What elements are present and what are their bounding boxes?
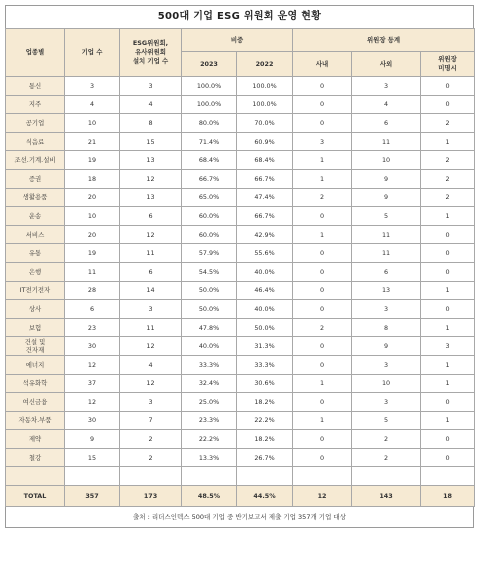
esg-cell: 2 xyxy=(120,448,182,467)
ratio-2022-cell: 60.9% xyxy=(237,132,293,151)
external-cell: 9 xyxy=(352,188,421,207)
industry-cell: 운송 xyxy=(6,207,65,226)
companies-cell: 20 xyxy=(65,188,120,207)
internal-cell: 0 xyxy=(293,114,352,133)
table-row xyxy=(6,132,475,151)
industry-cell: 유통 xyxy=(6,244,65,263)
table-row xyxy=(6,448,475,467)
ratio-2023-cell: 60.0% xyxy=(182,207,237,226)
ratio-2023-cell: 47.8% xyxy=(182,318,237,337)
companies-cell: 12 xyxy=(65,393,120,412)
ratio-2023-cell: 40.0% xyxy=(182,337,237,356)
internal-cell: 0 xyxy=(293,244,352,263)
esg-cell: 8 xyxy=(120,114,182,133)
ratio-2023-cell: 71.4% xyxy=(182,132,237,151)
ratio-2022-cell: 22.2% xyxy=(237,411,293,430)
ratio-2022-cell: 66.7% xyxy=(237,207,293,226)
undisclosed-cell: 1 xyxy=(421,374,475,393)
header-chair: 위원장 등계 xyxy=(293,29,475,52)
total-ratio-2022: 44.5% xyxy=(237,486,293,507)
external-cell: 6 xyxy=(352,114,421,133)
internal-cell: 1 xyxy=(293,225,352,244)
industry-cell: 지주 xyxy=(6,95,65,114)
external-cell: 11 xyxy=(352,244,421,263)
blank-cell xyxy=(237,467,293,486)
header-ratio: 비중 xyxy=(182,29,293,52)
table-row xyxy=(6,188,475,207)
internal-cell: 1 xyxy=(293,169,352,188)
table-row xyxy=(6,337,475,356)
total-external: 143 xyxy=(352,486,421,507)
companies-cell: 10 xyxy=(65,114,120,133)
esg-cell: 12 xyxy=(120,337,182,356)
blank-cell xyxy=(421,467,475,486)
internal-cell: 0 xyxy=(293,77,352,96)
header-chair-external: 사외 xyxy=(352,52,421,77)
undisclosed-cell: 0 xyxy=(421,430,475,449)
ratio-2022-cell: 18.2% xyxy=(237,430,293,449)
undisclosed-cell: 0 xyxy=(421,95,475,114)
companies-cell: 19 xyxy=(65,244,120,263)
total-internal: 12 xyxy=(293,486,352,507)
undisclosed-cell: 0 xyxy=(421,393,475,412)
external-cell: 10 xyxy=(352,374,421,393)
esg-cell: 4 xyxy=(120,355,182,374)
ratio-2023-cell: 68.4% xyxy=(182,151,237,170)
industry-cell: 철강 xyxy=(6,448,65,467)
esg-cell: 14 xyxy=(120,281,182,300)
ratio-2022-cell: 30.6% xyxy=(237,374,293,393)
external-cell: 9 xyxy=(352,169,421,188)
blank-cell xyxy=(182,467,237,486)
ratio-2023-cell: 50.0% xyxy=(182,281,237,300)
companies-cell: 18 xyxy=(65,169,120,188)
companies-cell: 23 xyxy=(65,318,120,337)
internal-cell: 0 xyxy=(293,262,352,281)
external-cell: 9 xyxy=(352,337,421,356)
header-ratio-2022: 2022 xyxy=(237,52,293,77)
table-row xyxy=(6,95,475,114)
undisclosed-cell: 2 xyxy=(421,151,475,170)
internal-cell: 0 xyxy=(293,355,352,374)
undisclosed-cell: 1 xyxy=(421,318,475,337)
header-chair-internal: 사내 xyxy=(293,52,352,77)
external-cell: 13 xyxy=(352,281,421,300)
ratio-2022-cell: 100.0% xyxy=(237,77,293,96)
ratio-2023-cell: 33.3% xyxy=(182,355,237,374)
ratio-2022-cell: 46.4% xyxy=(237,281,293,300)
companies-cell: 12 xyxy=(65,355,120,374)
table-row-blank xyxy=(6,467,475,486)
ratio-2022-cell: 68.4% xyxy=(237,151,293,170)
internal-cell: 0 xyxy=(293,448,352,467)
ratio-2023-cell: 100.0% xyxy=(182,95,237,114)
internal-cell: 3 xyxy=(293,132,352,151)
external-cell: 6 xyxy=(352,262,421,281)
header-chair-undisclosed: 위원장 미명시 xyxy=(421,52,475,77)
blank-cell xyxy=(352,467,421,486)
ratio-2023-cell: 13.3% xyxy=(182,448,237,467)
ratio-2022-cell: 100.0% xyxy=(237,95,293,114)
industry-cell: 조선.기계.설비 xyxy=(6,151,65,170)
undisclosed-cell: 2 xyxy=(421,169,475,188)
table-row xyxy=(6,393,475,412)
ratio-2023-cell: 25.0% xyxy=(182,393,237,412)
external-cell: 5 xyxy=(352,207,421,226)
external-cell: 11 xyxy=(352,132,421,151)
esg-committee-table xyxy=(5,28,475,507)
ratio-2022-cell: 42.9% xyxy=(237,225,293,244)
ratio-2022-cell: 55.6% xyxy=(237,244,293,263)
ratio-2023-cell: 100.0% xyxy=(182,77,237,96)
source-note: 출처 : 리더스인덱스 500대 기업 중 반기보고서 제출 기업 357개 기업 대상 xyxy=(5,507,474,528)
table-body xyxy=(6,77,475,507)
esg-cell: 12 xyxy=(120,225,182,244)
table-row xyxy=(6,411,475,430)
industry-cell: IT전기전자 xyxy=(6,281,65,300)
esg-cell: 11 xyxy=(120,318,182,337)
table-row xyxy=(6,169,475,188)
ratio-2022-cell: 31.3% xyxy=(237,337,293,356)
table-row xyxy=(6,355,475,374)
esg-cell: 4 xyxy=(120,95,182,114)
ratio-2023-cell: 66.7% xyxy=(182,169,237,188)
external-cell: 2 xyxy=(352,448,421,467)
industry-cell: 여신금융 xyxy=(6,393,65,412)
table-row-total xyxy=(6,486,475,507)
total-companies: 357 xyxy=(65,486,120,507)
external-cell: 2 xyxy=(352,430,421,449)
internal-cell: 0 xyxy=(293,300,352,319)
internal-cell: 2 xyxy=(293,318,352,337)
total-esg: 173 xyxy=(120,486,182,507)
ratio-2023-cell: 65.0% xyxy=(182,188,237,207)
table-row xyxy=(6,77,475,96)
table-row xyxy=(6,262,475,281)
ratio-2022-cell: 70.0% xyxy=(237,114,293,133)
companies-cell: 37 xyxy=(65,374,120,393)
industry-cell: 석유화학 xyxy=(6,374,65,393)
internal-cell: 1 xyxy=(293,411,352,430)
ratio-2022-cell: 50.0% xyxy=(237,318,293,337)
esg-cell: 7 xyxy=(120,411,182,430)
internal-cell: 0 xyxy=(293,207,352,226)
table-row xyxy=(6,151,475,170)
companies-cell: 11 xyxy=(65,262,120,281)
external-cell: 3 xyxy=(352,393,421,412)
industry-cell: 건설 및 건자재 xyxy=(6,337,65,356)
undisclosed-cell: 0 xyxy=(421,225,475,244)
esg-cell: 3 xyxy=(120,77,182,96)
external-cell: 3 xyxy=(352,355,421,374)
companies-cell: 6 xyxy=(65,300,120,319)
table-row xyxy=(6,430,475,449)
table-row xyxy=(6,225,475,244)
undisclosed-cell: 3 xyxy=(421,337,475,356)
table-row xyxy=(6,114,475,133)
esg-cell: 13 xyxy=(120,188,182,207)
industry-cell: 증권 xyxy=(6,169,65,188)
companies-cell: 10 xyxy=(65,207,120,226)
external-cell: 3 xyxy=(352,77,421,96)
undisclosed-cell: 0 xyxy=(421,300,475,319)
esg-cell: 15 xyxy=(120,132,182,151)
undisclosed-cell: 0 xyxy=(421,244,475,263)
internal-cell: 0 xyxy=(293,393,352,412)
internal-cell: 1 xyxy=(293,151,352,170)
internal-cell: 2 xyxy=(293,188,352,207)
industry-cell: 생활용품 xyxy=(6,188,65,207)
external-cell: 4 xyxy=(352,95,421,114)
header-industry: 업종별 xyxy=(6,29,65,77)
undisclosed-cell: 1 xyxy=(421,411,475,430)
industry-cell: 공기업 xyxy=(6,114,65,133)
esg-cell: 6 xyxy=(120,262,182,281)
esg-committee-report xyxy=(5,5,474,528)
industry-cell: 보험 xyxy=(6,318,65,337)
table-row xyxy=(6,318,475,337)
companies-cell: 19 xyxy=(65,151,120,170)
companies-cell: 21 xyxy=(65,132,120,151)
external-cell: 10 xyxy=(352,151,421,170)
companies-cell: 4 xyxy=(65,95,120,114)
ratio-2022-cell: 40.0% xyxy=(237,300,293,319)
header-ratio-2023: 2023 xyxy=(182,52,237,77)
esg-cell: 12 xyxy=(120,374,182,393)
internal-cell: 0 xyxy=(293,281,352,300)
industry-cell: 서비스 xyxy=(6,225,65,244)
ratio-2022-cell: 33.3% xyxy=(237,355,293,374)
total-label: TOTAL xyxy=(6,486,65,507)
undisclosed-cell: 1 xyxy=(421,355,475,374)
esg-cell: 3 xyxy=(120,393,182,412)
industry-cell: 상사 xyxy=(6,300,65,319)
undisclosed-cell: 2 xyxy=(421,114,475,133)
ratio-2022-cell: 26.7% xyxy=(237,448,293,467)
undisclosed-cell: 0 xyxy=(421,77,475,96)
table-row xyxy=(6,244,475,263)
ratio-2022-cell: 66.7% xyxy=(237,169,293,188)
companies-cell: 30 xyxy=(65,411,120,430)
esg-cell: 13 xyxy=(120,151,182,170)
internal-cell: 0 xyxy=(293,337,352,356)
ratio-2023-cell: 22.2% xyxy=(182,430,237,449)
industry-cell: 식음료 xyxy=(6,132,65,151)
table-row xyxy=(6,300,475,319)
undisclosed-cell: 1 xyxy=(421,281,475,300)
industry-cell: 에너지 xyxy=(6,355,65,374)
industry-cell: 자동차.부품 xyxy=(6,411,65,430)
undisclosed-cell: 0 xyxy=(421,262,475,281)
external-cell: 11 xyxy=(352,225,421,244)
esg-cell: 6 xyxy=(120,207,182,226)
blank-cell xyxy=(293,467,352,486)
undisclosed-cell: 1 xyxy=(421,207,475,226)
companies-cell: 20 xyxy=(65,225,120,244)
industry-cell: 제약 xyxy=(6,430,65,449)
ratio-2022-cell: 47.4% xyxy=(237,188,293,207)
report-title: 500대 기업 ESG 위원회 운영 현황 xyxy=(5,5,474,28)
total-ratio-2023: 48.5% xyxy=(182,486,237,507)
industry-cell: 통신 xyxy=(6,77,65,96)
companies-cell: 15 xyxy=(65,448,120,467)
internal-cell: 1 xyxy=(293,374,352,393)
total-undisclosed: 18 xyxy=(421,486,475,507)
table-row xyxy=(6,281,475,300)
undisclosed-cell: 2 xyxy=(421,188,475,207)
external-cell: 3 xyxy=(352,300,421,319)
industry-cell: 은행 xyxy=(6,262,65,281)
ratio-2023-cell: 80.0% xyxy=(182,114,237,133)
companies-cell: 30 xyxy=(65,337,120,356)
undisclosed-cell: 0 xyxy=(421,448,475,467)
ratio-2022-cell: 40.0% xyxy=(237,262,293,281)
table-row xyxy=(6,374,475,393)
external-cell: 8 xyxy=(352,318,421,337)
ratio-2023-cell: 50.0% xyxy=(182,300,237,319)
ratio-2023-cell: 57.9% xyxy=(182,244,237,263)
table-row xyxy=(6,207,475,226)
esg-cell: 12 xyxy=(120,169,182,188)
companies-cell: 28 xyxy=(65,281,120,300)
ratio-2023-cell: 60.0% xyxy=(182,225,237,244)
internal-cell: 0 xyxy=(293,95,352,114)
esg-cell: 11 xyxy=(120,244,182,263)
undisclosed-cell: 1 xyxy=(421,132,475,151)
blank-cell xyxy=(6,467,65,486)
ratio-2022-cell: 18.2% xyxy=(237,393,293,412)
esg-cell: 2 xyxy=(120,430,182,449)
blank-cell xyxy=(120,467,182,486)
ratio-2023-cell: 23.3% xyxy=(182,411,237,430)
header-companies: 기업 수 xyxy=(65,29,120,77)
blank-cell xyxy=(65,467,120,486)
external-cell: 5 xyxy=(352,411,421,430)
companies-cell: 3 xyxy=(65,77,120,96)
ratio-2023-cell: 54.5% xyxy=(182,262,237,281)
esg-cell: 3 xyxy=(120,300,182,319)
ratio-2023-cell: 32.4% xyxy=(182,374,237,393)
internal-cell: 0 xyxy=(293,430,352,449)
header-esg-committee: ESG위원회, 유사위원회 설치 기업 수 xyxy=(120,29,182,77)
companies-cell: 9 xyxy=(65,430,120,449)
